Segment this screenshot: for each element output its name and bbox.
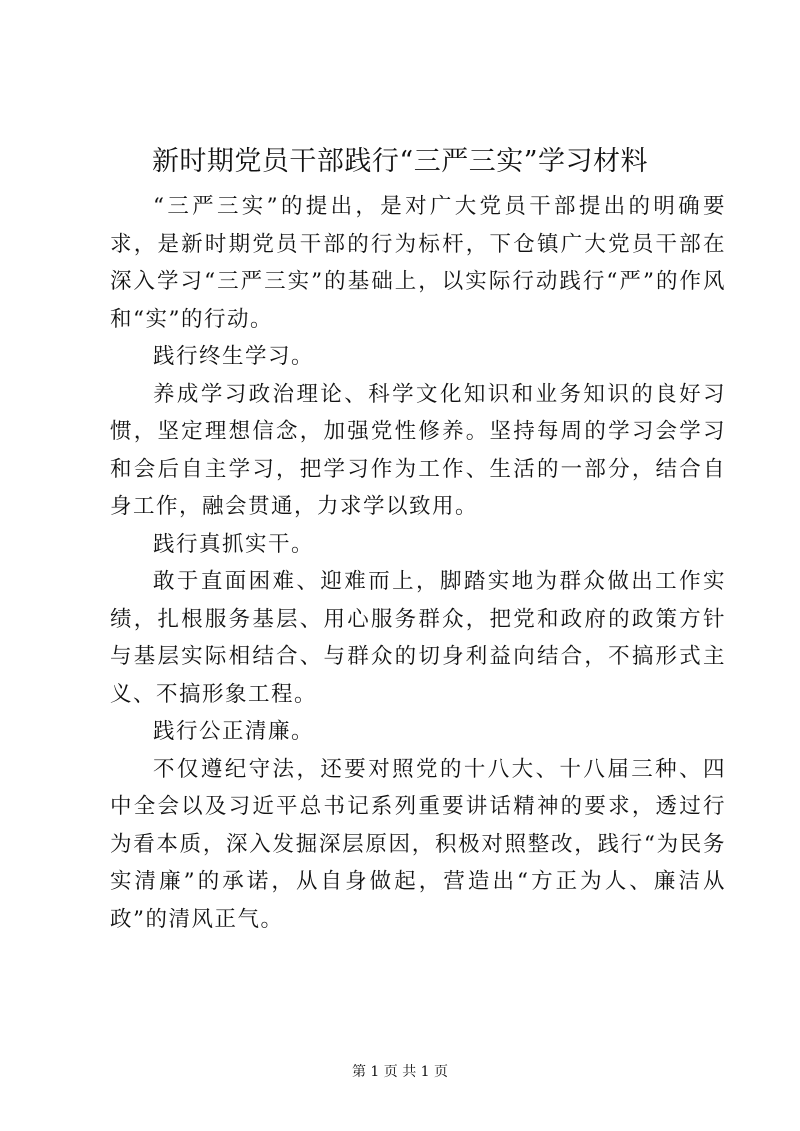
paragraph-lifelong-learning: 养成学习政治理论、科学文化知识和业务知识的良好习惯，坚定理想信念，加强党性修养。坚持每周的学习会学习和会后自主学习，把学习作为工作、生活的一部分，结合自身工作，融会贯通，力求学以致用。 bbox=[110, 381, 726, 519]
paragraph-integrity: 不仅遵纪守法，还要对照党的十八大、十八届三种、四中全会以及习近平总书记系列重要讲话精神的要求，透过行为看本质，深入发掘深层原因，积极对照整改，践行“为民务实清廉”的承诺，从自身做起，营造出“方正为人、廉洁从政”的清风正气。 bbox=[110, 756, 726, 932]
page-footer: 第 1 页 共 1 页 bbox=[351, 1064, 449, 1080]
heading-practical-work: 践行真抓实干。 bbox=[153, 531, 315, 557]
heading-integrity: 践行公正清廉。 bbox=[153, 719, 315, 744]
paragraph-practical-work: 敢于直面困难、迎难而上，脚踏实地为群众做出工作实绩，扎根服务基层、用心服务群众，把党和政府的政策方针与基层实际相结合、与群众的切身利益向结合，不搞形式主义、不搞形象工程。 bbox=[110, 569, 726, 707]
paragraph-intro: “三严三实”的提出，是对广大党员干部提出的明确要求，是新时期党员干部的行为标杆，下仓镇广大党员干部在深入学习“三严三实”的基础上，以实际行动践行“严”的作风和“实”的行动。 bbox=[110, 194, 726, 332]
heading-lifelong-learning: 践行终生学习。 bbox=[153, 344, 315, 369]
document-body bbox=[110, 188, 726, 938]
document-title: 新时期党员干部践行“三严三实”学习材料 bbox=[151, 146, 649, 177]
